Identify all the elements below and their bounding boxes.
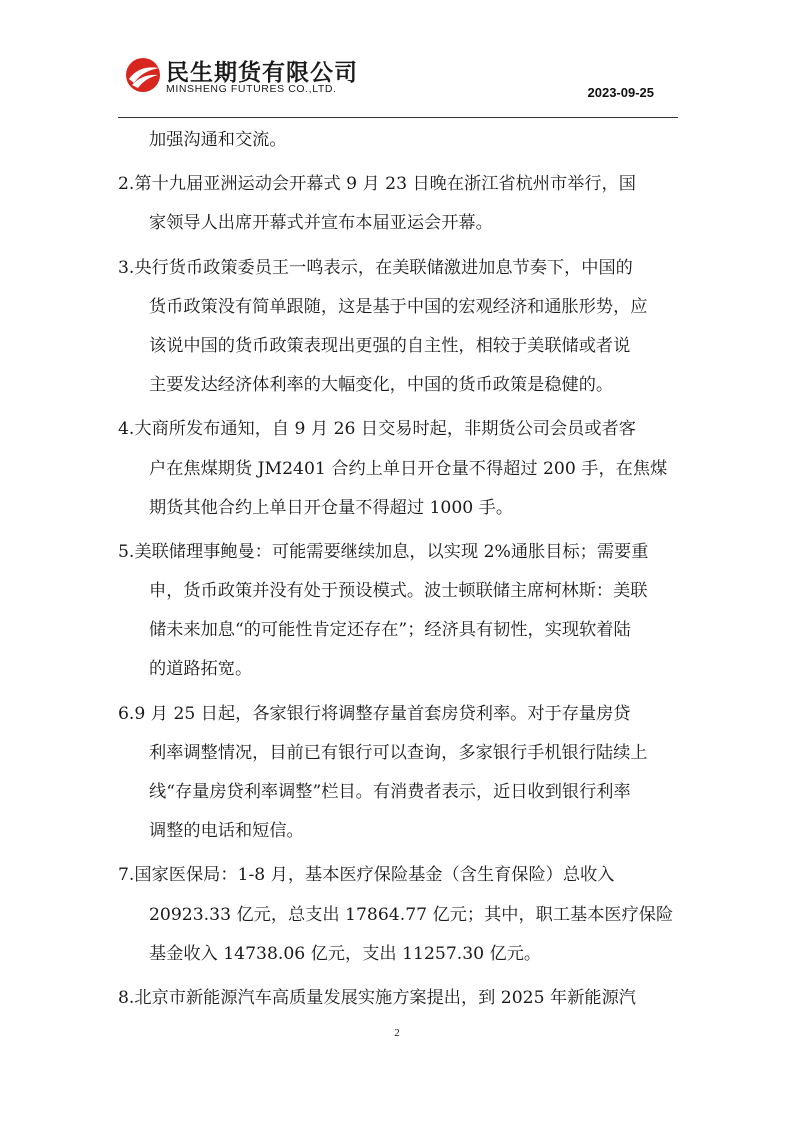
company-name-cn: 民生期货有限公司 — [166, 60, 358, 86]
text-line: 主要发达经济体利率的大幅变化，中国的货币政策是稳健的。 — [149, 375, 614, 396]
news-item-5 — [118, 533, 678, 690]
company-name-en: MINSHENG FUTURES CO.,LTD. — [166, 83, 337, 95]
text-line: 4.大商所发布通知，自 9 月 26 日交易时起，非期货公司会员或者客 — [118, 419, 636, 440]
text-line: 货币政策没有简单跟随，这是基于中国的宏观经济和通胀形势，应 — [149, 296, 648, 317]
news-item-3 — [118, 249, 678, 406]
header-divider — [118, 117, 678, 118]
text-line: 调整的电话和短信。 — [149, 821, 304, 842]
news-item-7 — [118, 856, 678, 974]
page-number: 2 — [394, 1027, 400, 1039]
text-line: 该说中国的货币政策表现出更强的自主性，相较于美联储或者说 — [149, 335, 631, 356]
news-item-6 — [118, 695, 678, 852]
text-line: 家领导人出席开幕式并宣布本届亚运会开幕。 — [149, 213, 493, 234]
text-line: 8.北京市新能源汽车高质量发展实施方案提出，到 2025 年新能源汽 — [118, 987, 636, 1008]
company-logo — [124, 54, 374, 100]
text-line: 2.第十九届亚洲运动会开幕式 9 月 23 日晚在浙江省杭州市举行，国 — [118, 174, 636, 195]
news-item-2 — [118, 165, 678, 243]
text-line: 线“存量房贷利率调整”栏目。有消费者表示，近日收到银行利率 — [149, 782, 631, 802]
text-line: 3.央行货币政策委员王一鸣表示，在美联储激进加息节奏下，中国的 — [118, 257, 633, 278]
news-list — [118, 121, 678, 1018]
text-line: 加强沟通和交流。 — [149, 130, 287, 150]
text-line: 储未来加息“的可能性肯定还存在”；经济具有韧性，实现软着陆 — [149, 620, 631, 641]
news-item-8 — [118, 979, 678, 1018]
text-line: 的道路拓宽。 — [149, 659, 253, 680]
text-line: 5.美联储理事鲍曼：可能需要继续加息，以实现 2%通胀目标；需要重 — [118, 541, 649, 562]
news-item-4 — [118, 410, 678, 528]
report-date: 2023-09-25 — [587, 85, 654, 100]
news-item-continuation — [118, 121, 678, 160]
text-line: 7.国家医保局：1-8 月，基本医疗保险基金（含生育保险）总收入 — [118, 865, 615, 886]
minsheng-logo-icon — [124, 56, 162, 94]
text-line: 利率调整情况，目前已有银行可以查询，多家银行手机银行陆续上 — [149, 742, 648, 763]
text-line: 6.9 月 25 日起，各家银行将调整存量首套房贷利率。对于存量房贷 — [118, 703, 631, 724]
text-line: 户在焦煤期货 JM2401 合约上单日开仓量不得超过 200 手，在焦煤 — [149, 458, 668, 479]
text-line: 20923.33 亿元，总支出 17864.77 亿元；其中，职工基本医疗保险 — [149, 904, 674, 925]
text-line: 申，货币政策并没有处于预设模式。波士顿联储主席柯林斯：美联 — [149, 581, 648, 602]
text-line: 基金收入 14738.06 亿元，支出 11257.30 亿元。 — [149, 943, 542, 964]
page-header — [0, 0, 794, 120]
text-line: 期货其他合约上单日开仓量不得超过 1000 手。 — [149, 497, 514, 518]
